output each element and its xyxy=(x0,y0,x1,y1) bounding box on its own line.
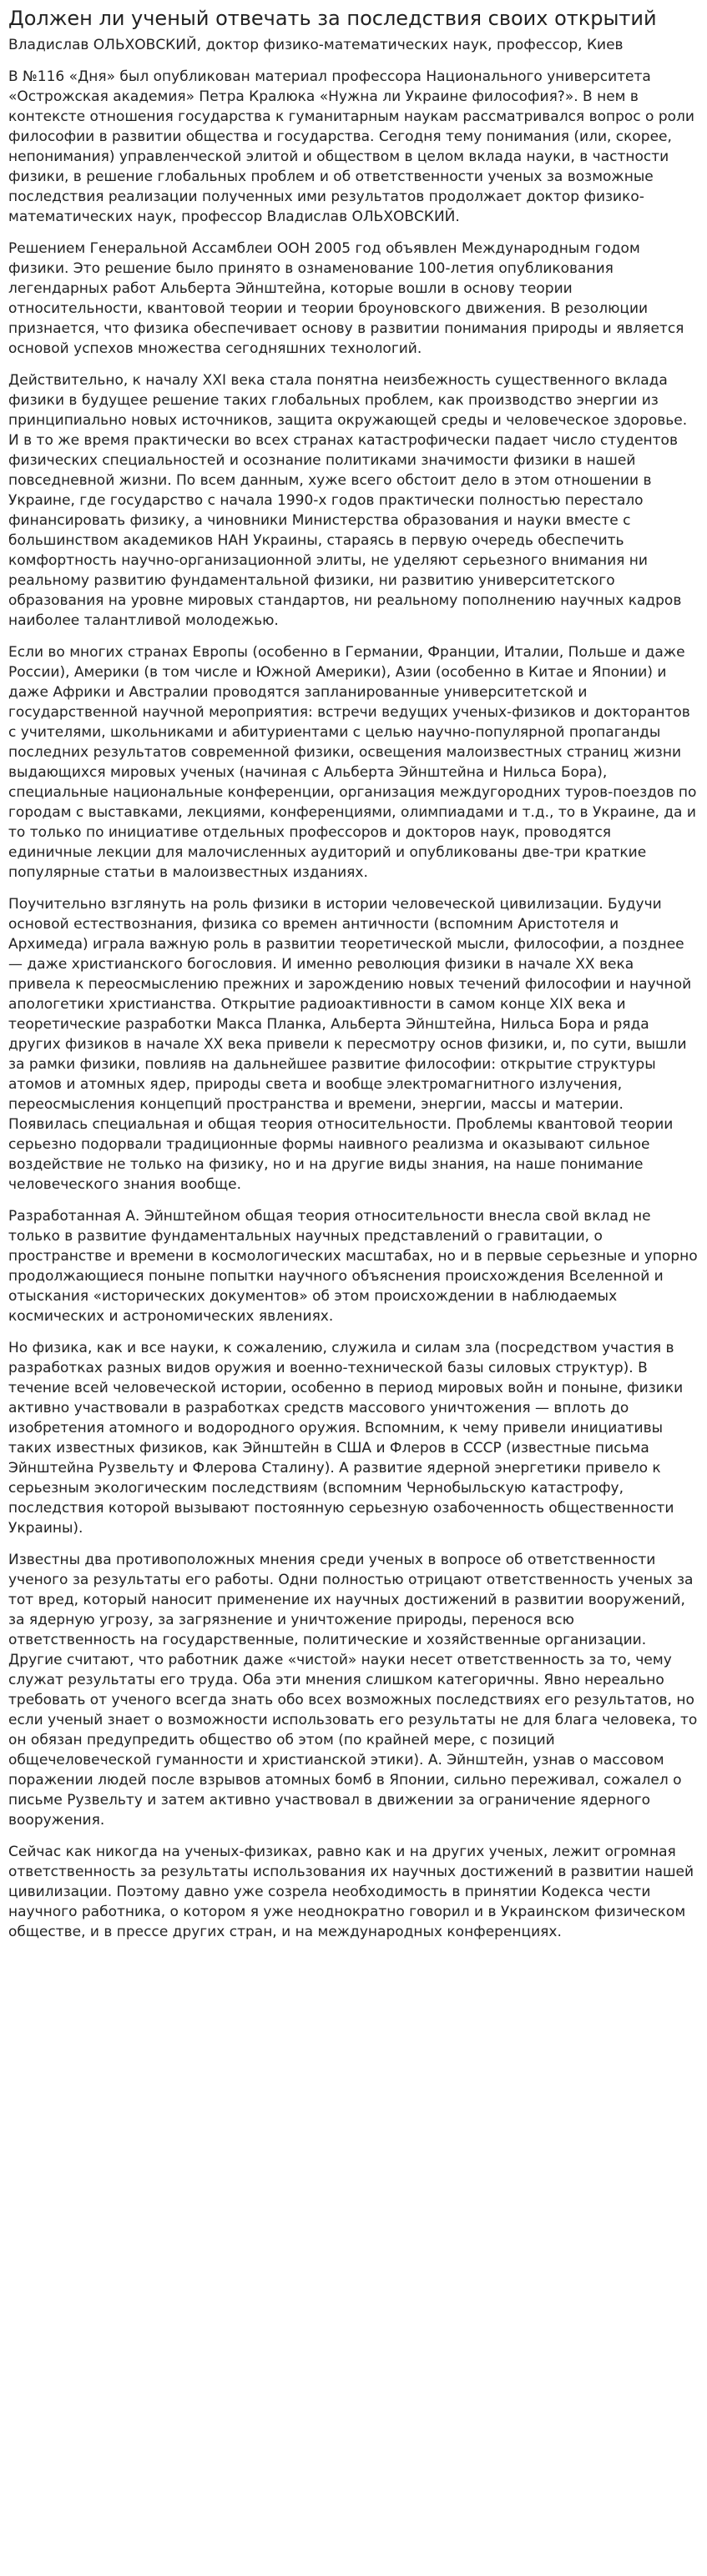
paragraph-4: Если во многих странах Европы (особенно в Германии, Франции, Италии, Польше и даже России), Америки (в том числе и Южной Америки), Азии (особенно в Китае и Японии) и даже Африки и Австралии проводятся запланированные университетской и государственной научной мероприятия: встречи ведущих ученых-физиков и докторантов с учителями, школьниками и абитуриентами с целью научно-популярной пропаганды последних результатов современной физики, освещения малоизвестных страниц жизни выдающихся мировых ученых (начиная с Альберта Эйнштейна и Нильса Бора), специальные национальные конференции, организация междугородних туров-поездов по городам с выставками, лекциями, конференциями, олимпиадами и т.д., то в Украине, да и то только по инициативе отдельных профессоров и докторов наук, проводятся единичные лекции для малочисленных аудиторий и опубликованы две-три краткие популярные статьи в малоизвестных изданиях. xyxy=(8,644,697,881)
article-body xyxy=(8,67,699,1942)
paragraph-5: Поучительно взглянуть на роль физики в истории человеческой цивилизации. Будучи основой естествознания, физика со времен античности (вспомним Аристотеля и Архимеда) играла важную роль в развитии теоретической мысли, философии, а позднее — даже христианского богословия. И именно революция физики в начале XX века привела к переосмыслению прежних и зарождению новых течений философии и научной апологетики христианства. Открытие радиоактивности в самом конце XIX века и теоретические разработки Макса Планка, Альберта Эйнштейна, Нильса Бора и ряда других физиков в начале XX века привели к пересмотру основ физики, и, по сути, вышли за рамки физики, повлияв на дальнейшее развитие философии: открытие структуры атомов и атомных ядер, природы света и вообще электромагнитного излучения, переосмысления концепций пространства и времени, энергии, массы и материи. Появилась специальная и общая теория относительности. Проблемы квантовой теории серьезно подорвали традиционные формы наивного реализма и оказывают сильное воздействие не только на физику, но и на другие виды знания, на наше понимание человеческого знания вообще. xyxy=(8,896,692,1193)
paragraph-6: Разработанная А. Эйнштейном общая теория относительности внесла свой вклад не только в развитие фундаментальных научных представлений о гравитации, о пространстве и времени в космологических масштабах, но и в первые серьезные и упорно продолжающиеся поныне попытки научного объяснения происхождения Вселенной и отыскания «исторических документов» об этом происхождении в наблюдаемых космических и астрономических явлениях. xyxy=(8,1208,698,1325)
paragraph-7: Но физика, как и все науки, к сожалению, служила и силам зла (посредством участия в разработках разных видов оружия и военно-технической базы силовых структур). В течение всей человеческой истории, особенно в период мировых войн и поныне, физики активно участвовали в разработках средств массового уничтожения — вплоть до изобретения атомного и водородного оружия. Вспомним, к чему привели инициативы таких известных физиков, как Эйнштейн в США и Флеров в СССР (известные письма Эйнштейна Рузвельту и Флерова Сталину). А развитие ядерной энергетики привело к серьезным экологическим последствиям (вспомним Чернобыльскую катастрофу, последствия которой вызывают постоянную серьезную озабоченность общественности Украины). xyxy=(8,1340,684,1537)
paragraph-2: Решением Генеральной Ассамблеи ООН 2005 год объявлен Международным годом физики. Это решение было принято в ознаменование 100-летия опубликования легендарных работ Альберта Эйнштейна, которые вошли в основу теории относительности, квантовой теории и теории броуновского движения. В резолюции признается, что физика обеспечивает основу в развитии понимания природы и является основой успехов множества сегодняшних технологий. xyxy=(8,240,684,357)
paragraph-9: Сейчас как никогда на ученых-физиках, равно как и на других ученых, лежит огромная ответственность за результаты использования их научных достижений в развитии нашей цивилизации. Поэтому давно уже созрела необходимость в принятии Кодекса чести научного работника, о котором я уже неоднократно говорил и в Украинском физическом обществе, и в прессе других стран, и на международных конференциях. xyxy=(8,1844,694,1940)
article-byline: Владислав ОЛЬХОВСКИЙ, доктор физико-математических наук, профессор, Киев xyxy=(8,37,624,53)
paragraph-1: В №116 «Дня» был опубликован материал профессора Национального университета «Острожская академия» Петра Кралюка «Нужна ли Украине философия?». В нем в контексте отношения государства к гуманитарным наукам рассматривался вопрос о роли философии в развитии общества и государства. Сегодня тему понимания (или, скорее, непонимания) управленческой элитой и обществом в целом вклада науки, в частности физики, в решение глобальных проблем и об ответственности ученых за возможные последствия реализации полученных ими результатов продолжает доктор физико- математических наук, профессор Владислав ОЛЬХОВСКИЙ. xyxy=(8,68,694,225)
paragraph-8: Известны два противоположных мнения среди ученых в вопросе об ответственности ученого за результаты его работы. Одни полностью отрицают ответственность ученых за тот вред, который наносит применение их научных достижений в развитии вооружений, за ядерную угрозу, за загрязнение и уничтожение природы, перенося всю ответственность на государственные, политические и хозяйственные организации. Другие считают, что работник даже «чистой» науки несет ответственность за то, чему служат результаты его труда. Оба эти мнения слишком категоричны. Явно нереально требовать от ученого всегда знать обо всех возможных последствиях его результатов, но если ученый знает о возможности использовать его результаты не для блага человека, то он обязан предупредить общество об этом (по крайней мере, с позиций общечеловеческой гуманности и христианской этики). А. Эйнштейн, узнав о массовом поражении людей после взрывов атомных бомб в Японии, сильно переживал, сожалел о письме Рузвельту и затем активно участвовал в движении за ограничение ядерного вооружения. xyxy=(8,1552,698,1829)
paragraph-3: Действительно, к началу XXI века стала понятна неизбежность существенного вклада физики в будущее решение таких глобальных проблем, как производство энергии из принципиально новых источников, защита окружающей среды и человеческое здоровье. И в то же время практически во всех странах катастрофически падает число студентов физических специальностей и осознание политиками значимости физики в нашей повседневной жизни. По всем данным, хуже всего обстоит дело в этом отношении в Украине, где государство с начала 1990-х годов практически полностью перестало финансировать физику, а чиновники Министерства образования и науки вместе с большинством академиков НАН Украины, стараясь в первую очередь обеспечить комфортность научно-организационной элиты, не уделяют серьезного внимания ни реальному развитию фундаментальной физики, ни развитию университетского образования на уровне мировых стандартов, ни реальному пополнению научных кадров наиболее талантливой молодежью. xyxy=(8,372,688,629)
article-title: Должен ли ученый отвечать за последствия своих открытий xyxy=(8,7,657,30)
